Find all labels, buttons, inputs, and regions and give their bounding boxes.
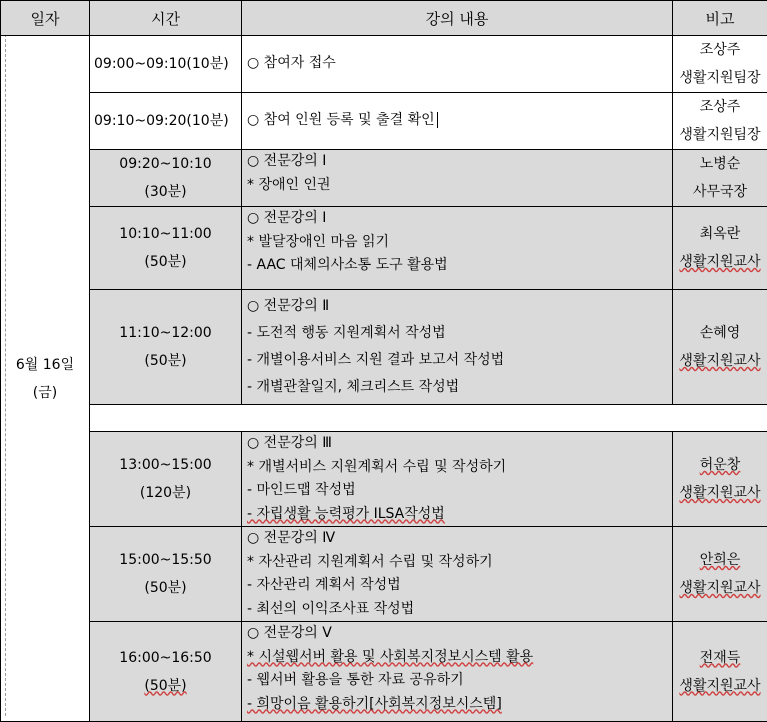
time-cell [90,36,242,93]
table-row [1,527,767,622]
content-line: - AAC 대체의사소통 도구 활용법 [247,254,672,278]
table-row [1,432,767,527]
date-cell [1,36,90,722]
time-range: 10:10~11:00 [90,220,241,248]
instructor-title: 생활지원팀장 [673,64,767,92]
content-cell [242,150,673,207]
note-cell [673,207,767,290]
note-cell [673,622,767,722]
content-line: * 시설웹서버 활용 및 사회복지정보시스템 활용 [247,646,672,670]
text-cursor [437,112,438,128]
header-note: 비고 [673,1,767,36]
time-cell [90,207,242,290]
content-line: * 장애인 인권 [247,174,672,198]
instructor-title: 생활지원교사 [673,248,767,276]
content-line [247,109,672,133]
content-line: * 발달장애인 마음 읽기 [247,231,672,255]
content-line: - 희망이음 활용하기[사회복지정보시스템] [247,693,672,717]
instructor-name: 조상주 [673,93,767,121]
table-row [1,93,767,150]
time-cell [90,527,242,622]
content-line: - 개별이용서비스 지원 결과 보고서 작성법 [247,347,672,374]
instructor-title: 생활지원교사 [673,479,767,507]
note-cell [673,150,767,207]
header-time: 시간 [90,1,242,36]
content-line: - 도전적 행동 지원계획서 작성법 [247,320,672,347]
content-cell [242,36,673,93]
content-cell [242,527,673,622]
instructor-name: 손혜영 [673,319,767,347]
instructor-name: 최옥란 [673,220,767,248]
table-row [1,36,767,93]
content-line: - 웹서버 활용을 통한 자료 공유하기 [247,669,672,693]
date-line2: (금) [1,379,89,407]
content-line: ○ 전문강의 Ⅰ [247,207,672,231]
note-cell [673,290,767,405]
header-content: 강의 내용 [242,1,673,36]
instructor-title: 생활지원교사 [673,574,767,602]
time-cell [90,622,242,722]
content-line-text: ○ 참여 인원 등록 및 출결 확인 [247,112,435,128]
content-cell [242,93,673,150]
header-date: 일자 [1,1,90,36]
instructor-name: 안희은 [673,546,767,574]
content-line: - 최선의 이익조사표 작성법 [247,598,672,622]
content-line: * 자산관리 지원계획서 수립 및 작성하기 [247,551,672,575]
instructor-name: 전재득 [673,644,767,672]
time-range: 09:10~09:20(10분) [94,113,229,129]
content-line: ○ 전문강의 Ⅲ [247,432,672,456]
content-line: ○ 참여자 접수 [247,52,672,76]
note-cell [673,36,767,93]
content-line: - 개별관찰일지, 체크리스트 작성법 [247,374,672,401]
table-row [1,290,767,405]
header-row [1,1,767,36]
instructor-title: 생활지원교사 [673,347,767,375]
instructor-name: 조상주 [673,36,767,64]
time-range: 13:00~15:00 [90,451,241,479]
table-row [1,622,767,722]
time-range: 09:00~09:10(10분) [94,56,229,72]
content-line: - 자립생활 능력평가 ILSA작성법 [247,503,672,527]
instructor-title: 사무국장 [673,178,767,206]
content-line: ○ 전문강의 Ⅴ [247,622,672,646]
time-duration: (50분) [90,574,241,602]
instructor-title: 생활지원교사 [673,672,767,700]
content-line: ○ 전문강의 Ⅱ [247,293,672,320]
time-cell [90,290,242,405]
content-line: - 자산관리 계획서 작성법 [247,574,672,598]
time-range: 16:00~16:50 [90,644,241,672]
time-cell [90,432,242,527]
content-cell [242,622,673,722]
instructor-title: 생활지원팀장 [673,121,767,149]
content-cell [242,207,673,290]
content-line: - 마인드맵 작성법 [247,479,672,503]
content-line: ○ 전문강의 Ⅳ [247,527,672,551]
time-duration: (50분) [90,672,241,700]
time-duration: (30분) [90,178,241,206]
table-row [1,207,767,290]
time-range: 11:10~12:00 [90,319,241,347]
instructor-name: 허운창 [673,451,767,479]
date-line1: 6월 16일 [1,351,89,379]
time-duration: (50분) [90,248,241,276]
time-cell [90,93,242,150]
content-cell [242,290,673,405]
time-range: 15:00~15:50 [90,546,241,574]
content-line: ○ 전문강의 Ⅰ [247,150,672,174]
content-line: * 개별서비스 지원계획서 수립 및 작성하기 [247,456,672,480]
note-cell [673,432,767,527]
content-cell [242,432,673,527]
instructor-name: 노병순 [673,150,767,178]
note-cell [673,527,767,622]
table-row [1,150,767,207]
empty-cell [90,405,767,432]
note-cell [673,93,767,150]
time-duration: (50분) [90,347,241,375]
time-duration: (120분) [90,479,241,507]
lunch-gap-row [1,405,767,432]
time-cell [90,150,242,207]
time-range: 09:20~10:10 [90,150,241,178]
